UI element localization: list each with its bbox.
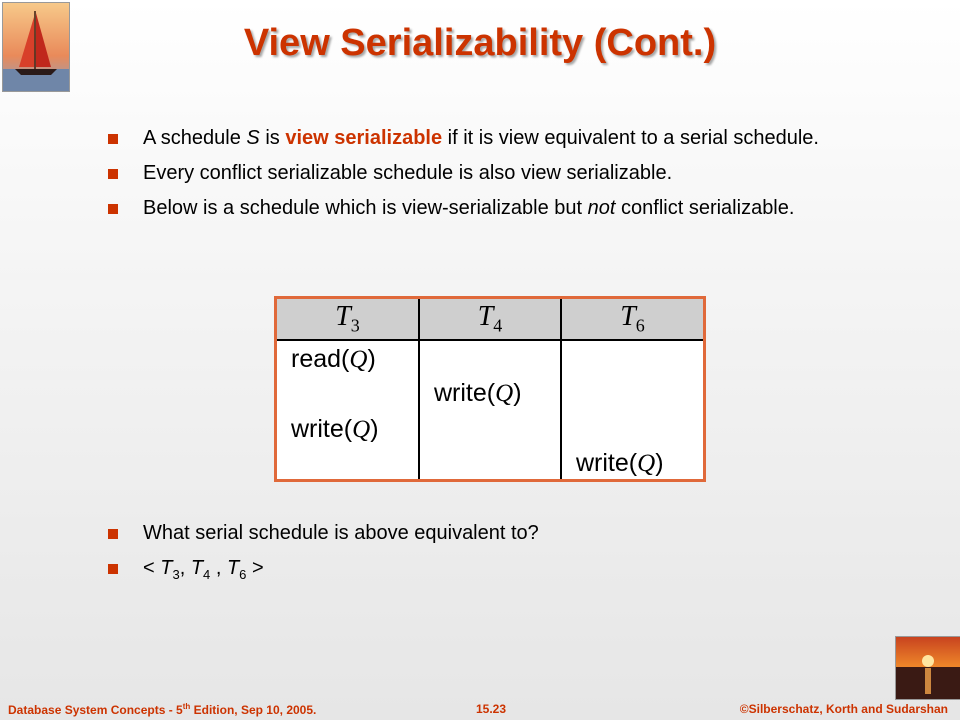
- bullet-text: Every conflict serializable schedule is also view serializable.: [143, 162, 673, 184]
- t3-read-op: read(Q): [291, 345, 376, 373]
- bullet-question: [108, 519, 868, 548]
- column-header-t6: $T_6$: [561, 299, 703, 340]
- column-t3-ops: [277, 340, 419, 479]
- slide-title: View Serializability (Cont.): [243, 22, 717, 64]
- column-header-t3: $T_3$: [277, 299, 419, 340]
- t3-write-op: write(Q): [291, 415, 379, 443]
- bullet-text: What serial schedule is above equivalent to?: [143, 522, 539, 544]
- t6-write-op: write(Q): [576, 449, 664, 477]
- t4-write-op: write(Q): [434, 379, 522, 407]
- bullet-conflict-implies-view: [108, 159, 868, 188]
- footer-page-number: 15.23: [476, 702, 507, 716]
- bullet-square-icon: [108, 169, 118, 179]
- bullet-list-lower: [108, 519, 868, 595]
- bullet-answer: < $T_3$, $T_4$ , $T_6$ >: [108, 554, 868, 589]
- bullet-square-icon: [108, 204, 118, 214]
- bullet-text: conflict serializable.: [615, 197, 795, 219]
- bullet-text: is: [259, 127, 286, 149]
- column-t4-ops: [419, 340, 561, 479]
- footer-book-title: Database System Concepts - 5th Edition, Sep 10, 2005.: [8, 702, 317, 717]
- schedule-table: [274, 296, 706, 482]
- bullet-square-icon: [108, 529, 118, 539]
- bullet-text: Below is a schedule which is view-serializable but: [143, 197, 588, 219]
- footer-copyright: ©Silberschatz, Korth and Sudarshan: [739, 702, 948, 716]
- bullet-square-icon: [108, 564, 118, 574]
- bullet-text: A schedule: [143, 127, 247, 149]
- sunset-logo: [895, 636, 960, 700]
- bullet-list: [108, 124, 868, 229]
- bullet-view-serializable-definition: [108, 124, 868, 153]
- emphasis-text: not: [587, 197, 616, 219]
- schedule-variable: S: [246, 127, 260, 149]
- bullet-text: if it is view equivalent to a serial schedule.: [442, 127, 819, 149]
- column-header-t4: $T_4$: [419, 299, 561, 340]
- bullet-square-icon: [108, 134, 118, 144]
- highlighted-term: view serializable: [285, 127, 443, 149]
- bullet-example-intro: [108, 194, 868, 223]
- column-t6-ops: [561, 340, 703, 479]
